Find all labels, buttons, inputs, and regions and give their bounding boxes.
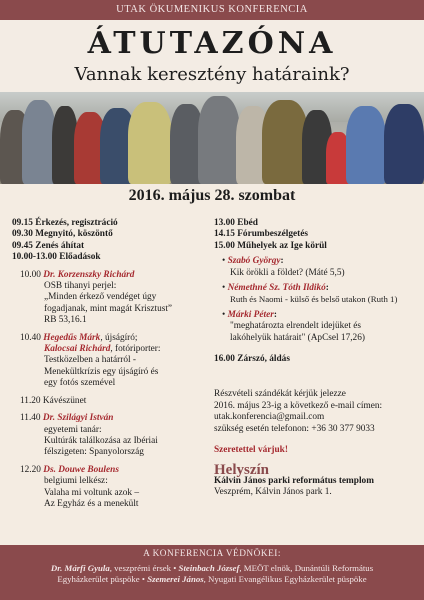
workshop-title: "meghatározta elrendelt idejüket és (230, 321, 362, 332)
talk-speaker: Hegedűs Márk (43, 332, 101, 343)
workshop-title: lakóhelyük határait" (ApCsel 17,26) (230, 332, 365, 343)
afternoon-schedule (214, 218, 419, 252)
talk-title-line: egy fotós szemével (44, 378, 116, 389)
talk-title-line: fogadjanak, mint magát Krisztust” (44, 303, 173, 314)
patrons-line: Dr. Márfi Gyula, veszprémi érsek • Steinbach József, MEÖT elnök, Dunántúli Református (50, 563, 374, 573)
talk-title-line: Kultúrák találkozása az Ibériai (44, 435, 158, 446)
workshop-leader: Némethné Sz. Tóth Ildikó (227, 283, 326, 294)
bullet-icon: • (222, 309, 228, 320)
talk-korzenszky (12, 270, 212, 327)
venue-name: Kálvin János parki református templom (214, 475, 374, 486)
closing-time: 16.00 (214, 354, 235, 365)
registration-line: 2016. május 23-ig a következő e-mail címen: (214, 400, 383, 411)
morning-schedule (12, 218, 212, 264)
program-left-column (12, 218, 212, 510)
welcome-text: Szeretettel várjuk! (214, 445, 288, 456)
patrons-heading: A KONFERENCIA VÉDNÖKEI: (143, 549, 281, 559)
registration-phone: szükség esetén telefonon: +36 30 377 9033 (214, 423, 375, 434)
coffee-break (12, 396, 212, 407)
photo-figure (198, 96, 240, 184)
talk-speaker: Kalocsai Richárd (44, 344, 111, 355)
registration-email[interactable]: utak.konferencia@gmail.com (214, 412, 325, 423)
schedule-item: 15.00 Műhelyek az Ige körül (214, 240, 327, 251)
refugee-crowd-photo (0, 92, 424, 184)
registration-line: Részvételi szándékát kérjük jelezze (214, 389, 346, 400)
talk-role: belgiumi lelkész: (44, 476, 108, 487)
talk-title-line: Testközelben a határról - (44, 355, 137, 366)
patron-name: Dr. Márfi Gyula (50, 563, 110, 573)
talk-title-line: félszigeten: Spanyolország (44, 447, 144, 458)
talk-szilagyi (12, 413, 212, 459)
talk-role: , újságíró; (100, 332, 138, 343)
coffee-break-label: Kávészünet (42, 395, 87, 406)
talk-title-line: Valaha mi voltunk azok – (44, 487, 140, 498)
schedule-item: 09.15 Érkezés, regisztráció (12, 218, 118, 228)
talk-title-line: Menekültkrízis egy újságíró és (44, 366, 159, 377)
patron-name: Steinbach József (178, 563, 240, 573)
talk-hegedus (12, 333, 212, 390)
talk-boulens (12, 465, 212, 511)
bullet-icon: • (222, 283, 228, 294)
talk-speaker: Ds. Douwe Boulens (43, 464, 119, 475)
schedule-item: 13.00 Ebéd (214, 218, 258, 228)
talk-title-line: RB 53,16.1 (44, 315, 87, 326)
talk-time: 10.40 (20, 332, 41, 343)
venue-address: Veszprém, Kálvin János park 1. (214, 487, 332, 498)
patrons-line: Egyházkerület püspöke • Szemerei János, Nyugati Evangélikus Egyházkerület püspöke (57, 574, 367, 584)
event-title: ÁTUTAZÓNA (87, 26, 337, 61)
workshop-title: Ruth és Naomi - külső és belső utakon (Ruth 1) (230, 294, 398, 305)
title-band (0, 20, 424, 92)
talk-time: 10.00 (20, 269, 41, 280)
photo-figure (346, 106, 386, 184)
talk-role: OSB tihanyi perjel: (44, 281, 117, 292)
talk-time: 11.40 (20, 413, 41, 424)
workshop-szabo: • Szabó György: Kik örökli a földet? (Máté 5,5) (214, 256, 419, 279)
talk-role: , fotóriporter: (110, 344, 161, 355)
event-subtitle: Vannak keresztény határaink? (74, 64, 350, 85)
photo-figure (384, 104, 424, 184)
patron-name: Szemerei János (147, 574, 204, 584)
conference-banner (0, 0, 424, 20)
schedule-item: 14.15 Fórumbeszélgetés (214, 229, 308, 240)
talk-title-line: Az Egyház és a menekült (44, 498, 139, 509)
schedule-item: 09.45 Zenés áhítat (12, 240, 85, 251)
talk-title-line: „Minden érkező vendéget úgy (44, 292, 157, 303)
talk-speaker: Dr. Szilágyi István (42, 413, 114, 424)
talk-time: 12.20 (20, 464, 41, 475)
workshop-marki: • Márki Péter: "meghatározta elrendelt idejüket és lakóhelyük határait" (ApCsel 17,26) (214, 310, 419, 344)
registration-info (214, 389, 419, 435)
venue-heading: Helyszín (214, 461, 269, 478)
talk-role: egyetemi tanár: (44, 424, 102, 435)
talk-time: 11.20 (20, 395, 41, 406)
patrons-footer (0, 545, 424, 600)
closing-label: Zárszó, áldás (237, 354, 290, 365)
workshop-title: Kik örökli a földet? (Máté 5,5) (230, 267, 345, 278)
conference-name: UTAK ÖKUMENIKUS KONFERENCIA (116, 4, 308, 15)
program-right-column (214, 218, 419, 499)
workshop-leader: Szabó György (227, 256, 281, 267)
photo-figure (128, 102, 172, 184)
workshop-leader: Márki Péter (227, 309, 274, 320)
closing-item (214, 354, 419, 365)
bullet-icon: • (222, 256, 228, 267)
photo-figure (22, 100, 56, 184)
schedule-item: 10.00-13.00 Előadások (12, 252, 101, 263)
talk-speaker: Dr. Korzenszky Richárd (43, 269, 135, 280)
event-date: 2016. május 28. szombat (128, 187, 296, 204)
schedule-item: 09.30 Megnyitó, köszöntő (12, 229, 113, 240)
workshop-nemethne: • Némethné Sz. Tóth Ildikó: Ruth és Naomi - külső és belső utakon (Ruth 1) (214, 283, 419, 306)
